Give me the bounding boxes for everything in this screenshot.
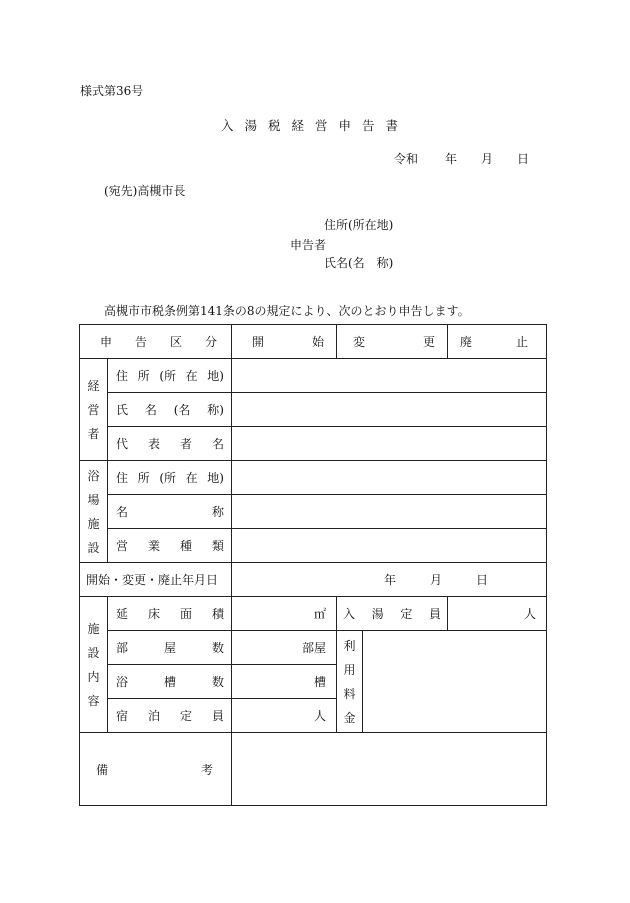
- document-title: 入湯税経営申告書: [220, 118, 409, 133]
- month-label: 月: [481, 152, 494, 166]
- era-label: 令和: [394, 152, 419, 166]
- floor-area-label: 延 床 面 積: [108, 597, 232, 631]
- operator-name-label: 氏 名 (名 称): [108, 393, 232, 427]
- option-start[interactable]: 開 始: [232, 325, 337, 359]
- applicant-label: 申告者: [290, 238, 327, 252]
- facility-name-label: 名 称: [108, 495, 232, 529]
- rooms-field[interactable]: 部屋: [232, 631, 337, 665]
- date-field[interactable]: 年 月 日: [232, 563, 547, 597]
- applicant-name-label: 氏名(名 称): [324, 256, 394, 270]
- intro-text: 高槻市市税条例第141条の8の規定により、次のとおり申告します。: [104, 304, 470, 318]
- rooms-label: 部 屋 数: [108, 631, 232, 665]
- option-close[interactable]: 廃 止: [448, 325, 547, 359]
- lodging-capacity-label: 宿 泊 定 員: [108, 699, 232, 733]
- operator-group-label: 経 営 者: [80, 359, 108, 461]
- fee-field[interactable]: [363, 631, 547, 733]
- operator-address-label: 住 所 (所 在 地): [108, 359, 232, 393]
- remarks-field[interactable]: [232, 733, 547, 806]
- form-number: 様式第36号: [80, 84, 144, 98]
- facility-address-field[interactable]: [232, 461, 547, 495]
- bath-capacity-label: 入 湯 定 員: [337, 597, 448, 631]
- tubs-label: 浴 槽 数: [108, 665, 232, 699]
- applicant-address-label: 住所(所在地): [324, 218, 394, 232]
- date-label: 開始・変更・廃止年月日: [80, 563, 232, 597]
- operator-name-field[interactable]: [232, 393, 547, 427]
- content-group-label: 施 設 内 容: [80, 597, 108, 733]
- tubs-field[interactable]: 槽: [232, 665, 337, 699]
- facility-type-label: 営 業 種 類: [108, 529, 232, 563]
- facility-group-label: 浴 場 施 設: [80, 461, 108, 563]
- operator-rep-field[interactable]: [232, 427, 547, 461]
- facility-type-field[interactable]: [232, 529, 547, 563]
- addressee: (宛先)高槻市長: [104, 184, 186, 198]
- remarks-label: 備 考: [80, 733, 232, 806]
- facility-name-field[interactable]: [232, 495, 547, 529]
- operator-rep-label: 代 表 者 名: [108, 427, 232, 461]
- fee-group-label: 利 用 料 金: [337, 631, 363, 733]
- option-change[interactable]: 変 更: [337, 325, 448, 359]
- category-header: 申 告 区 分: [80, 325, 232, 359]
- operator-address-field[interactable]: [232, 359, 547, 393]
- lodging-capacity-field[interactable]: 人: [232, 699, 337, 733]
- year-label: 年: [445, 152, 458, 166]
- bath-capacity-field[interactable]: 人: [448, 597, 547, 631]
- category-row: [80, 325, 547, 359]
- floor-area-field[interactable]: ㎡: [232, 597, 337, 631]
- date-line: [394, 150, 529, 167]
- facility-address-label: 住 所 (所 在 地): [108, 461, 232, 495]
- day-label: 日: [517, 152, 530, 166]
- declaration-table: [79, 324, 547, 806]
